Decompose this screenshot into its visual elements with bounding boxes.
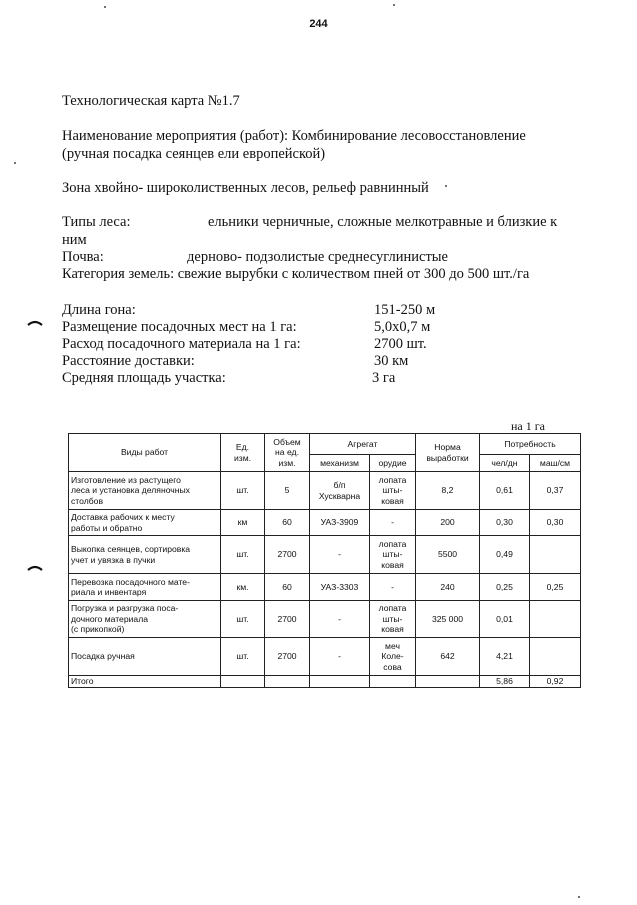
cell-mechanism: -: [310, 536, 370, 574]
header-mechanism: механизм: [310, 455, 370, 472]
cell-work: Перевозка посадочного мате- риала и инвентаря: [69, 574, 221, 601]
zone-line: Зона хвойно- широколиственных лесов, рельеф равнинный: [62, 180, 429, 196]
activity-line-2: (ручная посадка сеянцев ели европейской): [62, 146, 326, 162]
table-row: [69, 638, 581, 676]
header-norm: Норма выработки: [416, 434, 480, 472]
total-machine-shifts: 0,92: [530, 676, 581, 688]
cell-mechanism: УАЗ-3909: [310, 510, 370, 536]
param-value: 3 га: [372, 370, 396, 386]
binder-mark-icon: [27, 320, 43, 326]
scan-speck: [578, 896, 580, 898]
total-label: Итого: [69, 676, 221, 688]
param-label: Размещение посадочных мест на 1 га:: [62, 319, 297, 335]
param-label: Расход посадочного материала на 1 га:: [62, 336, 301, 352]
cell-tool: лопата шты- ковая: [370, 536, 416, 574]
tech-card-table: [68, 433, 581, 688]
scan-speck: [445, 185, 447, 187]
land-category: Категория земель: свежие вырубки с количеством пней от 300 до 500 шт./га: [62, 266, 530, 282]
cell-tool: меч Коле- сова: [370, 638, 416, 676]
cell-work: Погрузка и разгрузка поса- дочного материала (с прикопкой): [69, 601, 221, 638]
header-need: Потребность: [480, 434, 581, 455]
cell-person-days: 0,30: [480, 510, 530, 536]
cell-tool: -: [370, 510, 416, 536]
table-row: [69, 536, 581, 574]
cell-tool: лопата шты- ковая: [370, 472, 416, 510]
cell-mechanism: -: [310, 601, 370, 638]
scan-speck: [104, 6, 106, 8]
cell-person-days: 0,01: [480, 601, 530, 638]
table-total-row: [69, 676, 581, 688]
cell-volume: 60: [265, 510, 310, 536]
param-value: 5,0х0,7 м: [374, 319, 431, 335]
cell-volume: 2700: [265, 638, 310, 676]
param-label: Расстояние доставки:: [62, 353, 195, 369]
cell-person-days: 4,21: [480, 638, 530, 676]
cell-machine-shifts: 0,25: [530, 574, 581, 601]
table-row: [69, 574, 581, 601]
cell-machine-shifts: [530, 638, 581, 676]
cell-machine-shifts: [530, 536, 581, 574]
cell-unit: км.: [221, 574, 265, 601]
cell-tool: лопата шты- ковая: [370, 601, 416, 638]
header-machine-shifts: маш/см: [530, 455, 581, 472]
header-unit: Ед. изм.: [221, 434, 265, 472]
header-work: Виды работ: [69, 434, 221, 472]
header-tool: орудие: [370, 455, 416, 472]
param-value: 151-250 м: [374, 302, 436, 318]
cell-machine-shifts: [530, 601, 581, 638]
table-row: [69, 510, 581, 536]
cell-unit: шт.: [221, 601, 265, 638]
cell-work: Изготовление из растущего леса и установка деляночных столбов: [69, 472, 221, 510]
per-hectare-note: на 1 га: [511, 419, 545, 433]
cell-norm: 240: [416, 574, 480, 601]
cell-work: Посадка ручная: [69, 638, 221, 676]
card-title: Технологическая карта №1.7: [62, 93, 240, 109]
soil-label: Почва:: [62, 249, 104, 265]
cell-volume: 2700: [265, 536, 310, 574]
param-value: 30 км: [374, 353, 409, 369]
scan-speck: [14, 162, 16, 164]
cell-norm: 325 000: [416, 601, 480, 638]
binder-mark-icon: [27, 565, 43, 571]
header-aggregate: Агрегат: [310, 434, 416, 455]
cell-person-days: 0,61: [480, 472, 530, 510]
page-number: 244: [309, 18, 328, 30]
cell-norm: 200: [416, 510, 480, 536]
cell-person-days: 0,49: [480, 536, 530, 574]
cell-norm: 8,2: [416, 472, 480, 510]
cell-work: Доставка рабочих к месту работы и обратно: [69, 510, 221, 536]
total-person-days: 5,86: [480, 676, 530, 688]
cell-mechanism: б/п Хускварна: [310, 472, 370, 510]
param-label: Средняя площадь участка:: [62, 370, 226, 386]
forest-types-value: ельники черничные, сложные мелкотравные и близкие к: [208, 214, 558, 230]
cell-person-days: 0,25: [480, 574, 530, 601]
forest-types-label: Типы леса:: [62, 214, 131, 230]
cell-volume: 5: [265, 472, 310, 510]
cell-volume: 2700: [265, 601, 310, 638]
table-row: [69, 472, 581, 510]
cell-mechanism: -: [310, 638, 370, 676]
cell-norm: 5500: [416, 536, 480, 574]
param-value: 2700 шт.: [374, 336, 427, 352]
cell-unit: км: [221, 510, 265, 536]
cell-mechanism: УАЗ-3303: [310, 574, 370, 601]
forest-types-value-cont: ним: [62, 232, 87, 248]
cell-unit: шт.: [221, 472, 265, 510]
activity-line-1: Наименование мероприятия (работ): Комбинирование лесовосстановление: [62, 128, 526, 144]
param-label: Длина гона:: [62, 302, 136, 318]
cell-machine-shifts: 0,37: [530, 472, 581, 510]
soil-value: дерново- подзолистые среднесуглинистые: [187, 249, 448, 265]
scan-speck: [393, 4, 395, 6]
cell-machine-shifts: 0,30: [530, 510, 581, 536]
cell-unit: шт.: [221, 638, 265, 676]
cell-volume: 60: [265, 574, 310, 601]
header-volume: Объем на ед. изм.: [265, 434, 310, 472]
cell-work: Выкопка сеянцев, сортировка учет и увязка в пучки: [69, 536, 221, 574]
cell-tool: -: [370, 574, 416, 601]
cell-unit: шт.: [221, 536, 265, 574]
header-person-days: чел/дн: [480, 455, 530, 472]
cell-norm: 642: [416, 638, 480, 676]
table-row: [69, 601, 581, 638]
